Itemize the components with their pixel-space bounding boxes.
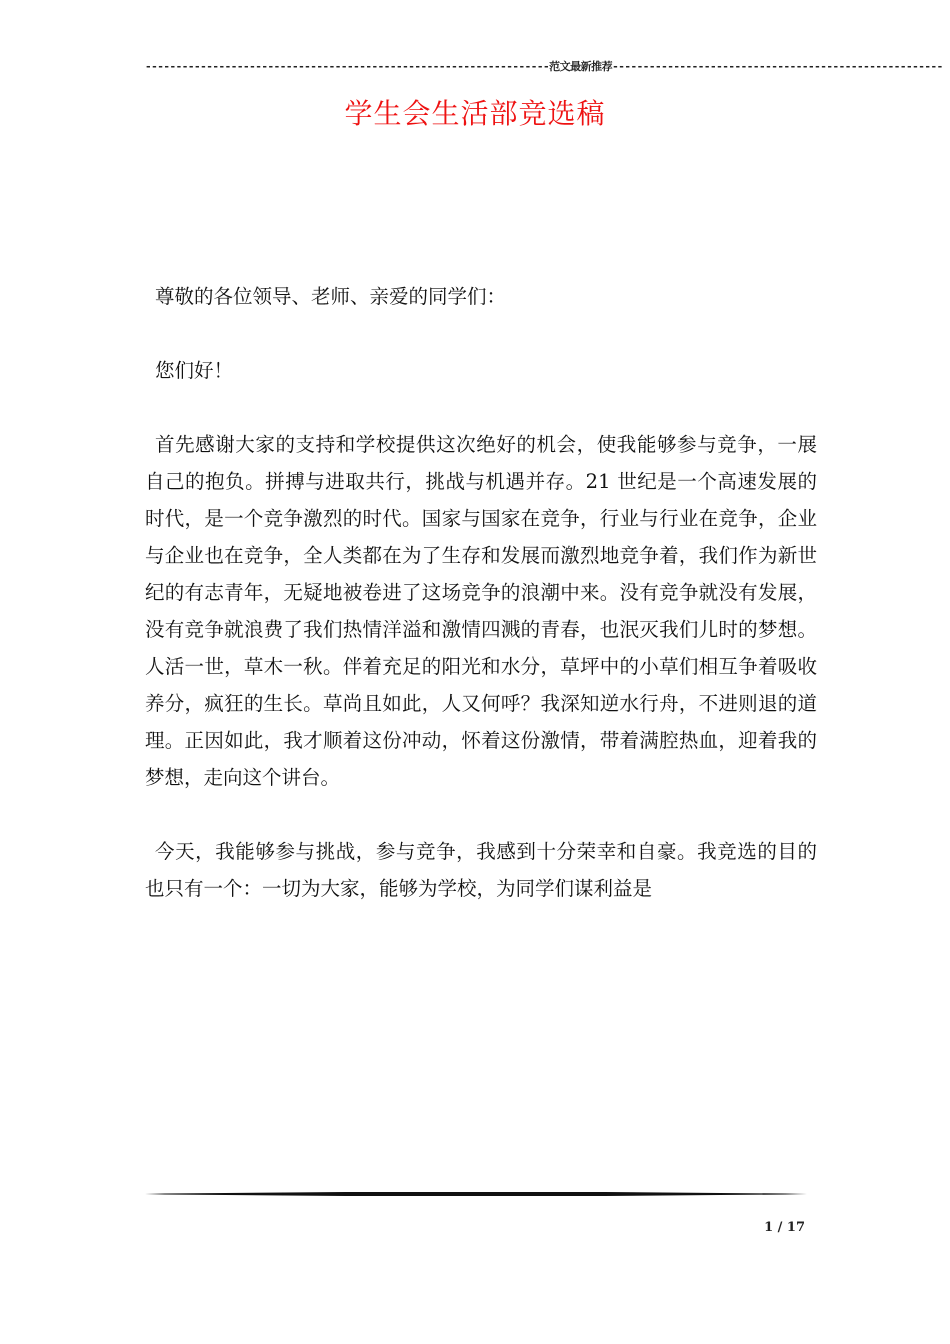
body-paragraph: 首先感谢大家的支持和学校提供这次绝好的机会，使我能够参与竞争，一展自己的抱负。拼搏与进取共行，挑战与机遇并存。21 世纪是一个高速发展的时代，是一个竞争激烈的时代。国家与国家在竞争，行业与行业在竞争，企业与企业也在竞争，全人类都在为了生存和发展而激烈地竞争着，我们作为新世纪的有志青年，无疑地被卷进了这场竞争的浪潮中来。没有竞争就没有发展，没有竞争就浪费了我们热情洋溢和激情四溅的青春，也泯灭我们儿时的梦想。人活一世，草木一秋。伴着充足的阳光和水分，草坪中的小草们相互争着吸收养分，疯狂的生长。草尚且如此，人又何呼？我深知逆水行舟，不进则退的道理。正因如此，我才顺着这份冲动，怀着这份激情，带着满腔热血，迎着我的梦想，走向这个讲台。 (145, 433, 817, 789)
greeting: 您们好！ (155, 359, 234, 382)
salutation: 尊敬的各位领导、老师、亲爱的同学们： (155, 285, 507, 308)
document-body (145, 278, 817, 907)
header-banner: ------------------------------------------------------------------范文最新推荐------------------------------------------------------ (145, 60, 943, 73)
document-title: 学生会生活部竞选稿 (344, 97, 606, 130)
page-number: 1 / 17 (764, 1220, 805, 1235)
footer-rule (145, 1190, 807, 1198)
body-paragraph: 今天，我能够参与挑战，参与竞争，我感到十分荣幸和自豪。我竞选的目的也只有一个：一切为大家，能够为学校，为同学们谋利益是 (145, 840, 817, 900)
